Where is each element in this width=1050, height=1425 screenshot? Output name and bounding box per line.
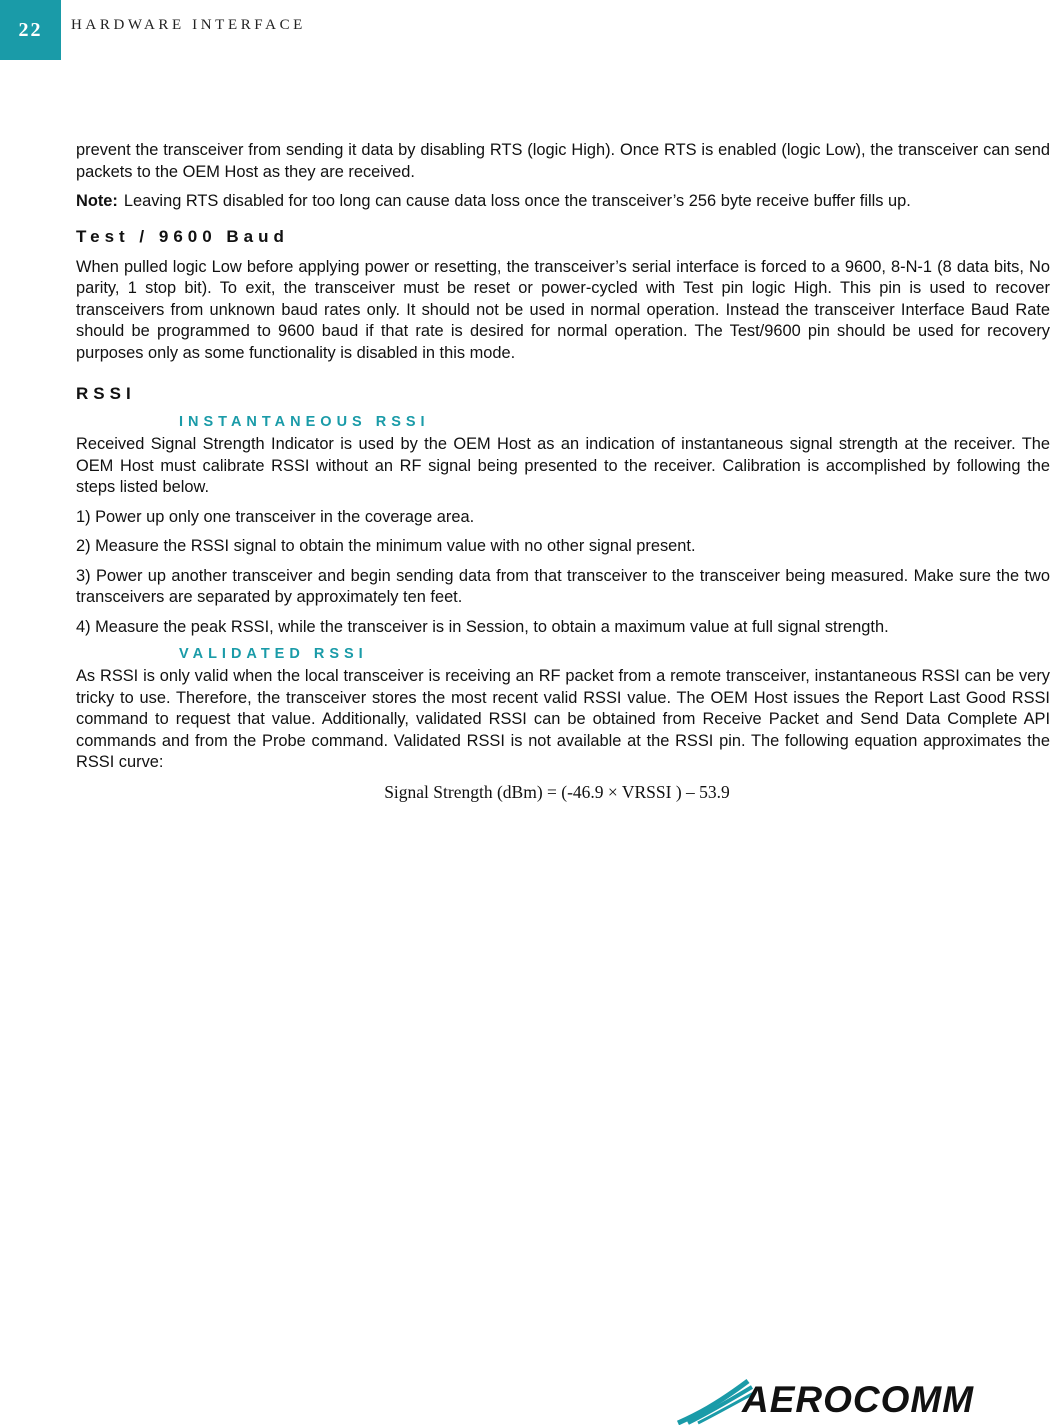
test-9600-heading: Test / 9600 Baud [76,226,289,246]
aerocomm-logo [676,1375,1038,1425]
instantaneous-rssi-heading: INSTANTANEOUS RSSI [179,414,430,430]
intro-paragraph: prevent the transceiver from sending it data by disabling RTS (logic High). Once RTS is enabled (logic Low), the transceiver can send packets to the OEM Host as they are received. [76,141,1050,181]
note-paragraph [76,191,1050,213]
instantaneous-rssi-paragraph: Received Signal Strength Indicator is used by the OEM Host as an indication of instantaneous signal strength at the receiver. The OEM Host must calibrate RSSI without an RF signal being presented to the receiver. Calibration is accomplished by following the steps listed below. [76,435,1050,496]
calibration-step-1: 1) Power up only one transceiver in the coverage area. [76,507,475,526]
calibration-step-3: 3) Power up another transceiver and begin sending data from that transceiver to the transceiver being measured. Make sure the two transceivers are separated by approximately ten feet. [76,566,1050,606]
validated-rssi-heading: VALIDATED RSSI [179,646,368,662]
rssi-equation: Signal Strength (dBm) = (-46.9 × VRSSI ) – 53.9 [384,781,730,802]
calibration-step-2: 2) Measure the RSSI signal to obtain the minimum value with no other signal present. [76,537,696,555]
main-content [76,140,1050,803]
running-header-title: HARDWARE INTERFACE [71,17,306,33]
page-number-tab [0,0,61,60]
note-label: Note: [76,192,118,210]
validated-rssi-paragraph: As RSSI is only valid when the local transceiver is receiving an RF packet from a remote transceiver, instantaneous RSSI can be very tricky to use. Therefore, the transceiver stores the most recent valid RSSI value. The OEM Host issues the Report Last Good RSSI command to request that value. Additionally, validated RSSI can be obtained from Receive Packet and Send Data Complete API commands and from the Probe command. Validated RSSI is not available at the RSSI pin. The following equation approximates the RSSI curve: [76,667,1050,771]
page-number: 22 [18,18,43,41]
test-9600-paragraph: When pulled logic Low before applying power or resetting, the transceiver’s serial interface is forced to a 9600, 8-N-1 (8 data bits, No parity, 1 stop bit). To exit, the transceiver must be reset or power-cycled with Test pin logic High. This pin is used to recover transceivers from unknown baud rates only. It should not be used in normal operation. Instead the transceiver Interface Baud Rate should be programmed to 9600 baud if that rate is desired for normal operation. The Test/9600 pin should be used for recovery purposes only as some functionality is disabled in this mode. [76,257,1050,362]
calibration-step-4: 4) Measure the peak RSSI, while the transceiver is in Session, to obtain a maximum value at full signal strength. [76,617,889,636]
rssi-heading: RSSI [76,384,136,403]
logo-wordmark: AEROCOMM [742,1379,975,1420]
note-text: Leaving RTS disabled for too long can cause data loss once the transceiver’s 256 byte receive buffer fills up. [123,192,911,210]
